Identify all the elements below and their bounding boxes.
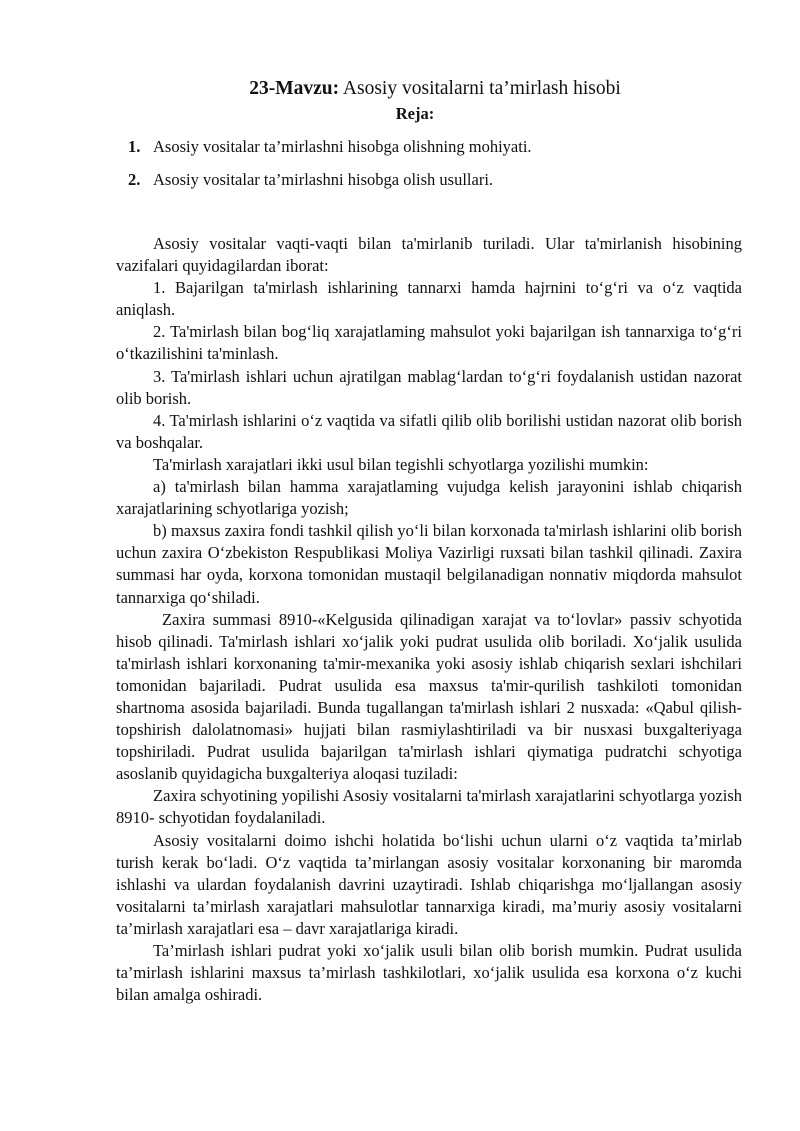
paragraph: a) ta'mirlash bilan hamma xarajatlaming vujudga kelish jarayonini ishlab chiqarish xarajatlarining schyotlariga yozish; — [116, 477, 742, 519]
plan-item-number: 1. — [128, 137, 141, 156]
paragraph: 2. Ta'mirlash bilan bog‘liq xarajatlaming mahsulot yoki bajarilgan ish tannarxiga to‘g‘ri o‘tkazilishini ta'minlash. — [116, 322, 742, 364]
paragraph: b) maxsus zaxira fondi tashkil qilish yo‘li bilan korxonada ta'mirlash ishlarini olib borish uchun zaxira O‘zbekiston Respublikasi Moliya Vazirligi ruxsati bilan tashkil qilinadi. Zaxira summasi har oyda, korxona tomonidan mustaqil belgilanadigan nonnativ miqdorda mahsulot tannarxiga qo‘shiladi. — [116, 521, 742, 607]
paragraph: Asosiy vositalarni doimo ishchi holatida bo‘lishi uchun ularni o‘z vaqtida ta’mirlab turish kerak bo‘ladi. O‘z vaqtida ta’mirlangan asosiy vositalar korxonaning bir maromda ishlashi va ulardan foydalanish davrini uzaytiradi. Ishlab chiqarishga mo‘ljallangan asosiy vositalarni ta’mirlash xarajatlari mahsulotlar tannarxiga kiradi, ma’muriy asosiy vositalarni ta’mirlash xarajatlari esa – davr xarajatlariga kiradi. — [116, 830, 742, 938]
topic-number: 23-Mavzu: — [249, 78, 340, 99]
plan-label: Reja: — [395, 104, 435, 123]
paragraph: Zaxira schyotining yopilishi Asosiy vositalarni ta'mirlash xarajatlarini schyotlarga yozish 8910- schyotidan foydalaniladi. — [116, 786, 742, 828]
topic-title: Asosiy vositalarni ta’mirlash hisobi — [339, 78, 621, 99]
paragraph: Zaxira summasi 8910-«Kelgusida qilinadigan xarajat va to‘lovlar» passiv schyotida hisob qilinadi. Ta'mirlash ishlari xo‘jalik yoki pudrat usulida olib boriladi. Xo‘jalik usulida ta'mirlash ishlari korxonaning ta'mir-mexanika yoki asosiy ishlab chiqarish sexlari ishchilari tomonidan bajariladi. Pudrat usulida esa maxsus ta'mir-qurilish tashkiloti tomonidan shartnoma asosida bajariladi. Bunda tugallangan ta'mirlash ishlari 2 nusxada: «Qabul qilish-topshirish dalolatnomasi» hujjati bilan rasmiylashtiriladi va bir nusxasi buxgalteriyaga topshiriladi. Pudrat usulida bajarilgan ta'mirlash ishlari qiymatiga pudratchi schyotiga asoslanib quyidagicha buxgalteriya aloqasi tuziladi: — [116, 609, 742, 784]
paragraph: 1. Bajarilgan ta'mirlash ishlarining tannarxi hamda hajrnini to‘g‘ri va o‘z vaqtida aniqlash. — [116, 278, 742, 320]
page-title — [0, 77, 800, 101]
paragraph: Ta'mirlash xarajatlari ikki usul bilan tegishli schyotlarga yozilishi mumkin: — [153, 454, 649, 474]
plan-item-text: Asosiy vositalar ta’mirlashni hisobga olishning mohiyati. — [153, 137, 532, 156]
paragraph: Ta’mirlash ishlari pudrat yoki xo‘jalik usuli bilan olib borish mumkin. Pudrat usulida ta’mirlash ishlarini maxsus ta’mirlash tashkilotlari, xo‘jalik usulida esa korxona o‘z kuchi bilan amalga oshiradi. — [116, 941, 742, 1005]
paragraph: 4. Ta'mirlash ishlarini o‘z vaqtida va sifatli qilib olib borilishi ustidan nazorat olib borish va boshqalar. — [116, 410, 742, 452]
plan-item — [128, 136, 532, 158]
plan-item — [128, 169, 493, 191]
plan-item-number: 2. — [128, 170, 141, 189]
body-text — [116, 233, 742, 1006]
plan-item-text: Asosiy vositalar ta’mirlashni hisobga olish usullari. — [153, 170, 494, 189]
paragraph: Asosiy vositalar vaqti-vaqti bilan ta'mirlanib turiladi. Ular ta'mirlanish hisobining vazifalari quyidagilardan iborat: — [116, 234, 742, 276]
paragraph: 3. Ta'mirlash ishlari uchun ajratilgan mablag‘lardan to‘g‘ri foydalanish ustidan nazorat olib borish. — [116, 366, 742, 408]
